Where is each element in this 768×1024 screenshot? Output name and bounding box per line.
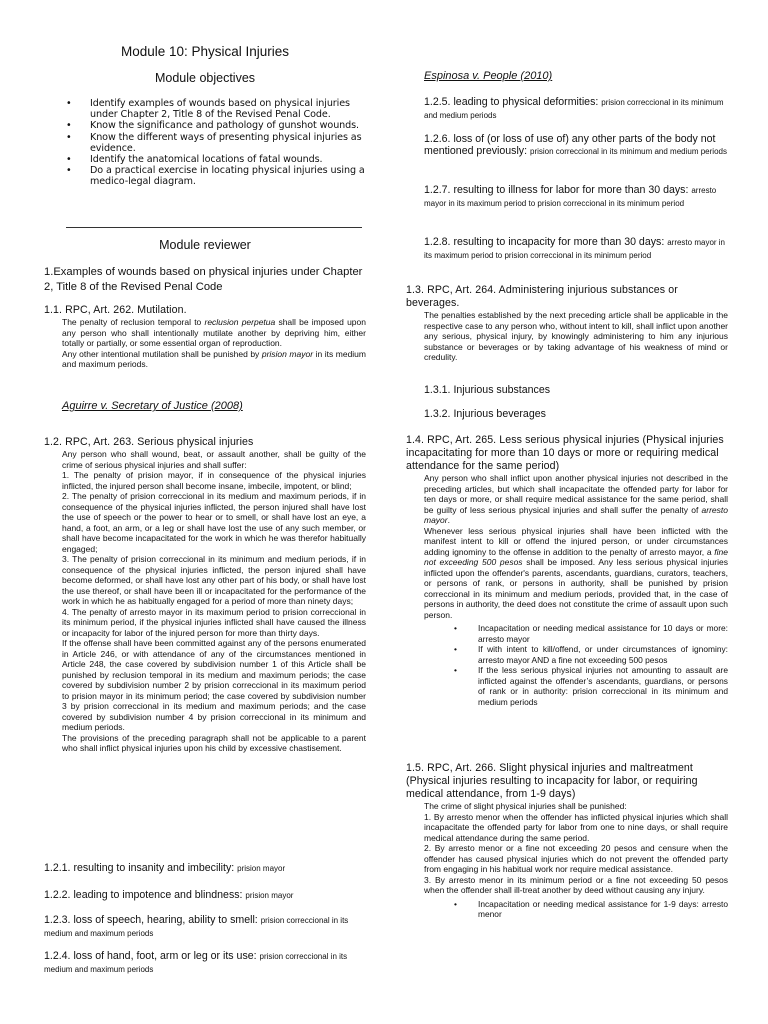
subsection-heading: 1.2.2. leading to impotence and blindness:	[44, 889, 246, 901]
text-run: fine not exceeding 500 pesos	[424, 546, 728, 567]
objectives-list	[44, 98, 366, 188]
penalty-text: prision mayor	[245, 891, 294, 900]
text-run: arresto mayor	[424, 504, 728, 525]
subsection-1-2-1	[44, 862, 366, 875]
section-1-heading: 1.Examples of wounds based on physical injuries under Chapter 2, Title 8 of the Revised Penal Code	[44, 266, 363, 293]
text-run: prision mayor	[261, 348, 314, 359]
section-1-2	[44, 436, 366, 754]
subsection-1-2-4	[44, 950, 366, 976]
list-item: • Identify examples of wounds based on physical injuries under Chapter 2, Title 8 of the Revised Penal Code.	[44, 98, 366, 120]
list-item: • If the less serious physical injuries not amounting to assault are inflicted against the offender’s ascendants, guardians, or persons of rank or in authority: prision correccional in its minimum and medium periods	[406, 665, 728, 707]
paragraph: 4. The penalty of arresto mayor in its maximum period to prision correccional in its minimum period, if the physical injuries inflicted shall have caused the illness or incapacity for labor of the injured person for more than thirty days.	[62, 606, 366, 638]
list-item: • Do a practical exercise in locating physical injuries using a medico-legal diagram.	[44, 165, 366, 187]
penalty-text: arresto mayor in its maximum period to prision correccional in its minimum period	[424, 186, 717, 208]
list-item: • Know the different ways of presenting physical injuries as evidence.	[44, 132, 366, 154]
paragraph: 1. The penalty of prision mayor, if in consequence of the physical injuries inflicted, the injured person shall become insane, imbecile, impotent, or blind;	[62, 470, 366, 491]
text-run: reclusion perpetua	[204, 317, 276, 327]
bullet-list	[406, 899, 728, 920]
list-item: • Identify the anatomical locations of fatal wounds.	[44, 154, 366, 165]
text-run: in its medium and maximum periods.	[62, 348, 366, 369]
text-run: shall be imposed. Any less serious physical injuries inflicted upon the offender's parents, ascendants, guardians, curators, teachers, or persons of rank, or persons in authority, shall be punished by prision correccional in its minimum and medium periods, provided that, in the case of persons in authority, the deed does not constitute the crime of assault upon such person.	[424, 557, 728, 620]
subsection-1-3-1: 1.3.1. Injurious substances	[424, 384, 551, 396]
section-1-5	[406, 762, 728, 920]
section-body: The penalties established by the next preceding article shall be applicable in the respective case to any person who, without intent to kill, shall inflict upon another any serious, physical injury, by knowingly administering to him any injurious substance or beverages or by taking advantage of his weakness of mind or credulity.	[424, 310, 728, 362]
paragraph: 3. By arresto menor in its minimum period or a fine not exceeding 50 pesos when the offender shall ill-treat another by deed without causing any injury.	[424, 874, 728, 895]
list-item: • Know the significance and pathology of gunshot wounds.	[44, 120, 366, 131]
subsection-heading: 1.2.6. loss of (or loss of use of) any other parts of the body not mentioned previously:	[424, 133, 716, 157]
text-run: Whenever less serious physical injuries shall have been inflicted with the manifest intent to kill or offend the injured person, or under circumstances adding ignominy to the offense in addition to the penalty of arresto mayor, a	[424, 525, 728, 557]
reviewer-title: Module reviewer	[159, 238, 251, 252]
paragraph: If the offense shall have been committed against any of the persons enumerated in Article 246, or with attendance of any of the circumstances mentioned in Article 248, the case covered by subdivision number 1 of this Article shall be punished by reclusion temporal in its medium and maximum periods; the case covered by subdivision number 2 by prision correccional in its maximum period to prision mayor in its minimum period; the case covered by subdivision number 3 by prision correccional in its medium and maximum periods; and the case covered by subdivision number 4 by prision correccional in its minimum and medium periods.	[62, 638, 366, 732]
penalty-text: prision correccional in its medium and maximum periods	[44, 952, 348, 974]
list-item: • Incapacitation or needing medical assistance for 1-9 days: arresto menor	[406, 899, 728, 920]
paragraph: 2. By arresto menor or a fine not exceeding 20 pesos and censure when the offender has caused physical injuries which do not prevent the offended party from engaging in his habitual work nor require medical assistance.	[424, 843, 728, 874]
bullet-list	[406, 623, 728, 707]
subsection-heading: 1.2.4. loss of hand, foot, arm or leg or its use:	[44, 950, 260, 962]
subsection-heading: 1.2.8. resulting to incapacity for more than 30 days:	[424, 236, 668, 248]
penalty-text: arresto mayor in its maximum period to prision correccional in its minimum period	[424, 238, 725, 260]
subsection-1-2-2	[44, 889, 366, 902]
text-run: shall be imposed upon any person who shall intentionally mutilate another by depriving him, either totally or partially, or some essential organ of reproduction.	[62, 317, 366, 348]
subsection-heading: 1.2.1. resulting to insanity and imbecility:	[44, 862, 238, 874]
paragraph: 3. The penalty of prision correccional in its minimum and medium periods, if in consequence of the physical injuries inflicted, the person injured shall have become deformed, or shall have lost any other part of his body, or shall have lost the use thereof, or shall have been ill or incapacitated for the performance of the work in which he as habitually engaged for a period of more than ninety days;	[62, 554, 366, 606]
list-item: • If with intent to kill/offend, or under circumstances of ignominy: arresto mayor AND a fine not exceeding 500 pesos	[406, 644, 728, 665]
subsection-1-2-5	[424, 96, 728, 122]
section-heading: 1.1. RPC, Art. 262. Mutilation.	[44, 304, 187, 316]
list-item: • Incapacitation or needing medical assistance for 10 days or more: arresto mayor	[406, 623, 728, 644]
paragraph: 2. The penalty of prision correccional in its medium and maximum periods, if in consequence of the physical injuries inflicted, the person injured shall have lost the use of speech or the power to hear or to smell, or shall have lost an eye, a hand, a foot, an arm, or a leg or shall have lost the use of any such member, or shall have become incapacitated for the work in which he was therefor habitually engaged;	[62, 491, 366, 554]
section-heading: 1.5. RPC, Art. 266. Slight physical injuries and maltreatment (Physical injuries resulting to incapacity for labor, or requiring medical attendance, from 1-9 days)	[406, 762, 698, 800]
paragraph: The provisions of the preceding paragraph shall not be applicable to a parent who shall inflict physical injuries upon his child by excessive chastisement.	[62, 732, 366, 753]
subsection-1-2-8	[424, 236, 728, 262]
section-1-4	[406, 434, 728, 707]
text-run: .	[447, 515, 450, 525]
divider	[66, 227, 362, 228]
subsection-heading: 1.2.3. loss of speech, hearing, ability to smell:	[44, 914, 261, 926]
case-citation: Aguirre v. Secretary of Justice (2008)	[62, 400, 243, 412]
module-title: Module 10: Physical Injuries	[120, 44, 290, 59]
text-run: Any other intentional mutilation shall be punished by	[62, 348, 262, 359]
text-run: Any person who shall inflict upon another physical injuries not described in the preceding articles, but which shall incapacitate the offended party for labor for ten days or more, or shall require medical assistance for the same period, shall be guilty of less serious physical injuries and shall suffer the penalty of	[424, 473, 728, 515]
section-body	[44, 449, 366, 754]
section-body	[406, 473, 728, 620]
paragraph: 1. By arresto menor when the offender has inflicted physical injuries which shall incapacitate the offended party for labor from one to nine days, or shall require medical attendance during the same period.	[424, 811, 728, 843]
penalty-text: prision mayor	[237, 864, 286, 873]
subsection-1-2-6	[424, 133, 728, 158]
section-body	[44, 317, 366, 370]
penalty-text: prision correccional in its minimum and medium periods	[424, 98, 724, 120]
subsection-1-3-2: 1.3.2. Injurious beverages	[424, 408, 546, 420]
section-1-3	[406, 284, 728, 363]
case-citation: Espinosa v. People (2010)	[424, 70, 553, 82]
subsection-heading: 1.2.7. resulting to illness for labor for more than 30 days:	[424, 184, 692, 196]
paragraph: Any person who shall wound, beat, or assault another, shall be guilty of the crime of serious physical injuries and shall suffer:	[62, 449, 366, 470]
penalty-text: prision correccional in its minimum and medium periods	[530, 147, 727, 156]
section-body	[406, 801, 728, 896]
objectives-title: Module objectives	[154, 71, 256, 85]
section-heading: 1.2. RPC, Art. 263. Serious physical injuries	[44, 436, 254, 448]
text-run: The penalty of reclusion temporal to	[62, 317, 205, 327]
paragraph: The crime of slight physical injuries shall be punished:	[424, 801, 627, 811]
section-1-1	[44, 304, 366, 370]
subsection-1-2-3	[44, 914, 366, 940]
section-heading: 1.4. RPC, Art. 265. Less serious physical injuries (Physical injuries incapacitating for more than 10 days or more or requiring medical attendance for the same period)	[406, 434, 724, 472]
subsection-heading: 1.2.5. leading to physical deformities:	[424, 96, 602, 108]
penalty-text: prision correccional in its medium and maximum periods	[44, 916, 349, 938]
subsection-1-2-7	[424, 184, 728, 210]
section-heading: 1.3. RPC, Art. 264. Administering injurious substances or beverages.	[406, 284, 678, 309]
